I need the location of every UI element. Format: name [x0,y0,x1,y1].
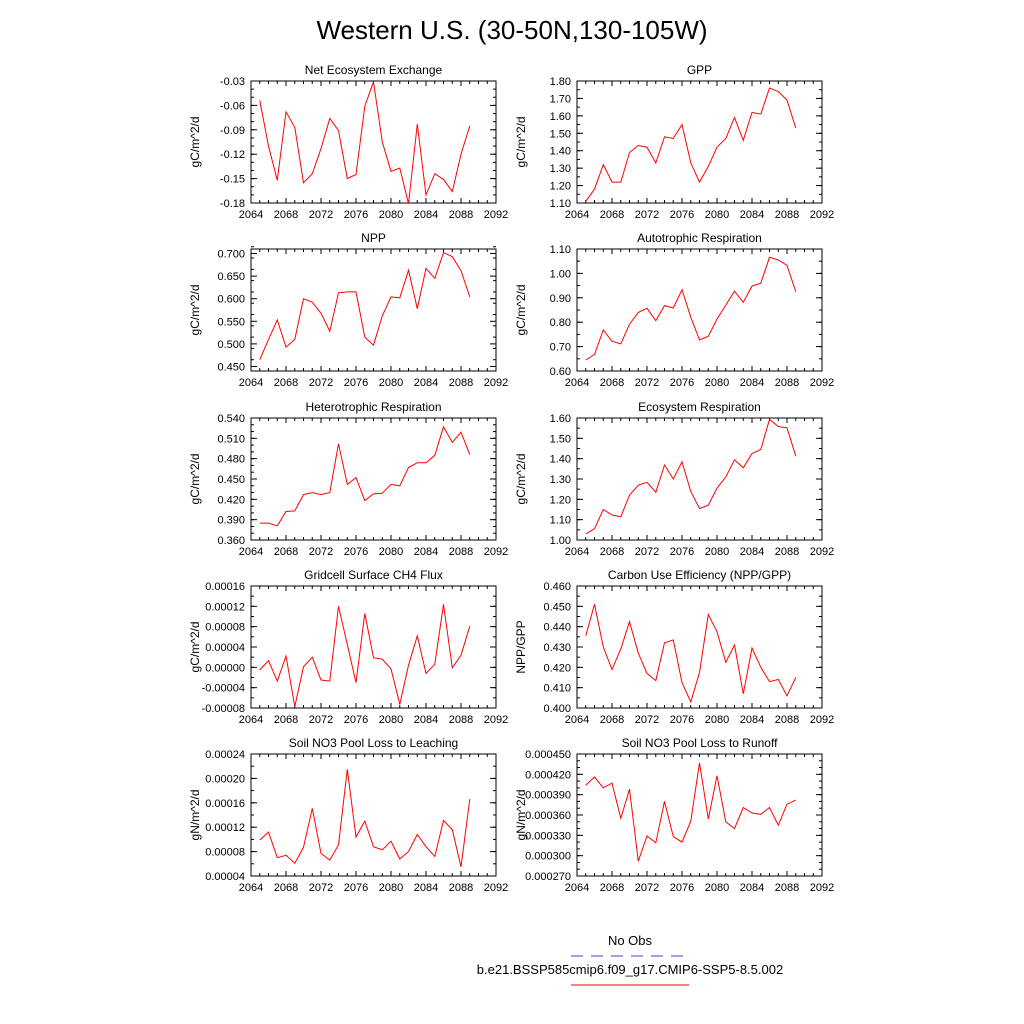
series-line [586,604,796,702]
y-axis-label: NPP/GPP [514,620,528,674]
plot-frame [251,418,496,540]
y-tick-label: 1.40 [549,145,571,158]
y-tick-label: 0.550 [217,316,245,329]
x-tick-label: 2068 [599,377,625,389]
x-tick-label: 2080 [378,377,404,389]
x-tick-label: 2072 [634,882,660,894]
plot-frame [577,249,822,371]
y-tick-label: 0.510 [217,433,245,446]
x-tick-label: 2088 [774,882,800,894]
x-tick-label: 2092 [483,209,509,221]
series-line [586,763,796,861]
y-tick-label: 0.450 [217,474,245,486]
panel-ecosystem-respiration [514,400,834,558]
y-tick-label: 1.10 [549,514,571,527]
y-tick-label: 0.440 [543,621,571,634]
y-axis-label: gC/m^2/d [188,116,202,168]
x-tick-label: 2092 [809,377,835,389]
x-tick-label: 2068 [273,882,299,894]
x-tick-label: 2076 [669,714,695,726]
y-tick-label: 0.00004 [205,642,245,654]
y-tick-label: 0.540 [217,413,245,425]
panel-soil-no3-pool-loss-to-runoff [514,736,834,894]
x-tick-label: 2072 [634,714,660,726]
plot-frame [577,81,822,203]
y-tick-label: -0.18 [219,198,245,210]
plot-frame [251,81,496,203]
x-tick-label: 2064 [564,377,590,389]
series-line [260,427,470,526]
y-tick-label: -0.15 [219,173,245,186]
panel-carbon-use-efficiency-npp-gpp [514,568,834,726]
plot-frame [251,586,496,708]
y-tick-label: 0.420 [217,494,245,507]
x-tick-label: 2084 [739,209,765,221]
y-tick-label: 1.00 [549,535,571,547]
y-tick-label: 0.400 [543,703,571,715]
y-tick-label: 0.60 [549,366,571,378]
panel-title: Autotrophic Respiration [637,231,762,245]
x-tick-label: 2064 [238,714,264,726]
x-tick-label: 2088 [774,714,800,726]
plot-frame [577,418,822,540]
x-tick-label: 2068 [599,546,625,558]
y-tick-label: 0.000450 [525,749,571,761]
series-line [260,604,470,706]
panel-title: GPP [686,63,713,77]
y-tick-label: 0.00016 [205,797,245,810]
y-tick-label: 0.000360 [525,810,571,822]
y-tick-label: 0.00008 [205,621,245,634]
x-tick-label: 2092 [809,882,835,894]
y-tick-label: -0.09 [219,124,245,137]
legend-model-label: b.e21.BSSP585cmip6.f09_g17.CMIP6-SSP5-8.5.002 [476,962,784,977]
x-tick-label: 2064 [564,882,590,894]
x-tick-label: 2076 [669,209,695,221]
y-tick-label: 0.700 [217,248,245,261]
legend [477,933,783,985]
x-tick-label: 2088 [774,377,800,389]
x-tick-label: 2092 [483,882,509,894]
y-tick-label: 0.480 [217,453,245,466]
x-tick-label: 2084 [413,714,439,726]
y-tick-label: 0.90 [549,292,571,305]
x-tick-label: 2084 [739,546,765,558]
y-tick-label: 0.360 [217,535,245,547]
x-tick-label: 2076 [343,209,369,221]
y-tick-label: 0.000420 [525,769,571,782]
x-tick-label: 2072 [308,209,334,221]
y-tick-label: 0.600 [217,293,245,306]
x-tick-label: 2068 [273,546,299,558]
x-tick-label: 2076 [669,882,695,894]
y-axis-label: gC/m^2/d [514,284,528,336]
panel-title: NPP [361,231,386,245]
y-tick-label: 0.420 [543,662,571,675]
y-tick-label: 0.000300 [525,850,571,863]
y-tick-label: 0.00016 [205,581,245,593]
y-tick-label: 1.10 [549,198,571,210]
y-tick-label: 0.00000 [205,662,245,675]
y-tick-label: 0.500 [217,338,245,351]
y-tick-label: 1.50 [549,433,571,446]
panel-heterotrophic-respiration [188,400,508,558]
panel-gpp [514,63,834,221]
plot-frame [577,754,822,876]
y-tick-label: 0.00012 [205,601,245,614]
x-tick-label: 2084 [413,882,439,894]
y-tick-label: 0.00012 [205,822,245,835]
x-tick-label: 2072 [308,714,334,726]
series-line [260,253,470,360]
panel-title: Heterotrophic Respiration [305,400,442,414]
x-tick-label: 2072 [634,546,660,558]
series-line [586,419,796,534]
page-title: Western U.S. (30-50N,130-105W) [316,15,708,45]
panel-title: Soil NO3 Pool Loss to Leaching [288,736,459,750]
y-axis-label: gC/m^2/d [188,453,202,505]
x-tick-label: 2068 [599,882,625,894]
y-tick-label: 1.40 [549,453,571,466]
x-tick-label: 2072 [308,546,334,558]
y-tick-label: 1.10 [549,244,571,256]
x-tick-label: 2088 [448,546,474,558]
y-axis-label: gC/m^2/d [514,116,528,168]
x-tick-label: 2064 [238,882,264,894]
y-tick-label: 1.00 [549,268,571,281]
y-axis-label: gC/m^2/d [514,453,528,505]
y-tick-label: -0.06 [219,100,245,113]
x-tick-label: 2080 [704,882,730,894]
y-tick-label: 0.460 [543,581,571,593]
x-tick-label: 2076 [343,546,369,558]
y-tick-label: -0.00008 [201,703,245,715]
panel-soil-no3-pool-loss-to-leaching [188,736,508,894]
x-tick-label: 2088 [448,714,474,726]
x-tick-label: 2092 [483,714,509,726]
x-tick-label: 2092 [809,546,835,558]
panel-gridcell-surface-ch4-flux [188,568,508,726]
x-tick-label: 2080 [378,882,404,894]
series-line [260,82,470,204]
panel-npp [188,231,508,389]
y-axis-label: gN/m^2/d [188,789,202,841]
y-tick-label: -0.03 [219,76,245,88]
x-tick-label: 2068 [273,714,299,726]
x-tick-label: 2092 [483,546,509,558]
y-tick-label: 1.30 [549,474,571,486]
x-tick-label: 2092 [809,714,835,726]
x-tick-label: 2084 [413,377,439,389]
x-tick-label: 2084 [739,714,765,726]
y-tick-label: 0.00020 [205,773,245,786]
x-tick-label: 2088 [774,546,800,558]
x-tick-label: 2088 [448,209,474,221]
panel-title: Ecosystem Respiration [638,400,761,414]
x-tick-label: 2076 [669,377,695,389]
y-tick-label: 0.000390 [525,789,571,802]
panel-title: Gridcell Surface CH4 Flux [304,568,443,582]
y-tick-label: 0.650 [217,271,245,284]
y-axis-label: gN/m^2/d [514,789,528,841]
y-tick-label: 1.70 [549,93,571,106]
panel-autotrophic-respiration [514,231,834,389]
x-tick-label: 2072 [308,377,334,389]
y-tick-label: 0.450 [217,361,245,374]
x-tick-label: 2088 [448,882,474,894]
y-axis-label: gC/m^2/d [188,284,202,336]
y-tick-label: 0.390 [217,514,245,527]
legend-obs-label: No Obs [607,933,653,948]
series-line [260,769,470,867]
x-tick-label: 2080 [378,209,404,221]
y-tick-label: -0.00004 [201,682,245,695]
x-tick-label: 2072 [308,882,334,894]
panel-net-ecosystem-exchange [188,63,508,221]
x-tick-label: 2064 [238,209,264,221]
y-tick-label: -0.12 [219,149,245,162]
x-tick-label: 2072 [634,209,660,221]
y-tick-label: 0.000330 [525,830,571,843]
y-tick-label: 0.00024 [205,749,245,761]
x-tick-label: 2064 [564,546,590,558]
series-line [586,257,796,360]
y-tick-label: 0.450 [543,601,571,614]
y-tick-label: 0.430 [543,642,571,654]
y-tick-label: 1.60 [549,110,571,123]
y-tick-label: 0.000270 [525,871,571,883]
x-tick-label: 2064 [238,377,264,389]
x-tick-label: 2080 [704,209,730,221]
x-tick-label: 2076 [669,546,695,558]
y-tick-label: 0.00008 [205,846,245,859]
y-tick-label: 1.50 [549,128,571,141]
x-tick-label: 2084 [413,209,439,221]
panels [188,63,834,894]
x-tick-label: 2068 [599,209,625,221]
x-tick-label: 2088 [774,209,800,221]
series-line [586,88,796,201]
plot-frame [577,586,822,708]
panel-title: Soil NO3 Pool Loss to Runoff [621,736,778,750]
panel-title: Net Ecosystem Exchange [304,63,443,77]
x-tick-label: 2080 [378,714,404,726]
x-tick-label: 2088 [448,377,474,389]
x-tick-label: 2068 [273,209,299,221]
x-tick-label: 2072 [634,377,660,389]
x-tick-label: 2080 [704,546,730,558]
x-tick-label: 2084 [739,377,765,389]
x-tick-label: 2084 [739,882,765,894]
y-tick-label: 1.20 [549,494,571,507]
x-tick-label: 2068 [273,377,299,389]
y-axis-label: gC/m^2/d [188,621,202,673]
x-tick-label: 2064 [564,209,590,221]
x-tick-label: 2064 [238,546,264,558]
y-tick-label: 1.60 [549,413,571,425]
y-tick-label: 1.80 [549,76,571,88]
panel-title: Carbon Use Efficiency (NPP/GPP) [607,568,792,582]
x-tick-label: 2076 [343,882,369,894]
x-tick-label: 2064 [564,714,590,726]
x-tick-label: 2076 [343,377,369,389]
x-tick-label: 2092 [809,209,835,221]
x-tick-label: 2080 [704,714,730,726]
y-tick-label: 0.410 [543,682,571,695]
y-tick-label: 1.30 [549,163,571,176]
x-tick-label: 2080 [378,546,404,558]
x-tick-label: 2084 [413,546,439,558]
x-tick-label: 2092 [483,377,509,389]
x-tick-label: 2080 [704,377,730,389]
y-tick-label: 0.80 [549,317,571,330]
y-tick-label: 0.00004 [205,871,245,883]
y-tick-label: 1.20 [549,180,571,193]
y-tick-label: 0.70 [549,341,571,354]
x-tick-label: 2076 [343,714,369,726]
x-tick-label: 2068 [599,714,625,726]
